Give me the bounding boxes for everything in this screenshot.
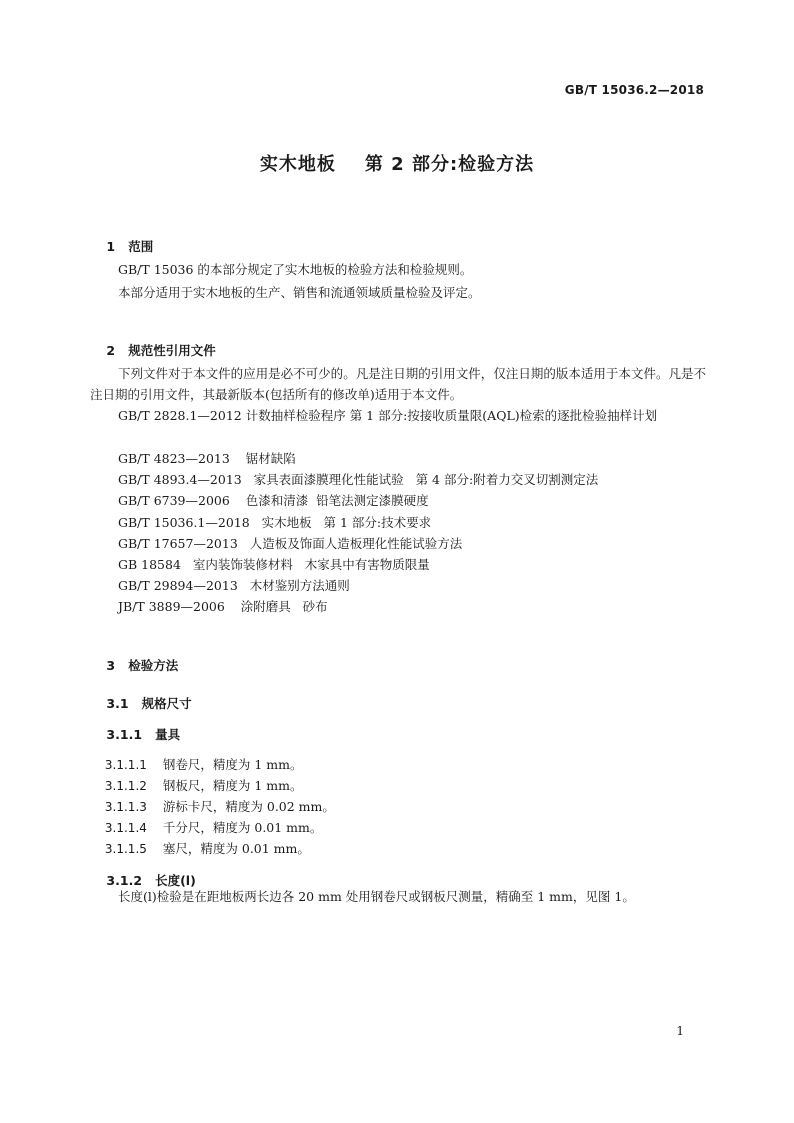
section-title: 量具 bbox=[155, 727, 181, 742]
section-title: 规格尺寸 bbox=[141, 696, 192, 711]
section-number: 3.1.2 bbox=[106, 873, 143, 888]
page-number: 1 bbox=[676, 1024, 684, 1038]
section-title: 规范性引用文件 bbox=[128, 343, 216, 358]
scope-paragraph-2: 本部分适用于实木地板的生产、销售和流通领域质量检验及评定。 bbox=[118, 285, 481, 300]
reference-item: GB/T 6739—2006 色漆和清漆 铅笔法测定漆膜硬度 bbox=[118, 493, 429, 508]
item-text: 塞尺，精度为 0.01 mm。 bbox=[162, 841, 310, 856]
item-text: 钢卷尺，精度为 1 mm。 bbox=[162, 757, 303, 772]
item-number: 3.1.1.1 bbox=[104, 758, 147, 772]
section-number: 1 bbox=[106, 239, 116, 254]
section-number: 2 bbox=[106, 343, 116, 358]
reference-item: GB/T 4823—2013 锯材缺陷 bbox=[118, 451, 296, 466]
item-text: 钢板尺，精度为 1 mm。 bbox=[162, 778, 303, 793]
item-number: 3.1.1.5 bbox=[104, 842, 147, 856]
section-number: 3.1 bbox=[106, 696, 129, 711]
length-paragraph: 长度(l)检验是在距地板两长边各 20 mm 处用钢卷尺或钢板尺测量，精确至 1 mm，见图 1。 bbox=[118, 889, 635, 904]
section-title: 长度(l) bbox=[155, 873, 196, 888]
item-number: 3.1.1.3 bbox=[104, 800, 147, 814]
reference-item: GB/T 15036.1—2018 实木地板 第 1 部分:技术要求 bbox=[118, 515, 432, 530]
section-number: 3.1.1 bbox=[106, 727, 143, 742]
item-number: 3.1.1.4 bbox=[104, 821, 147, 835]
standard-code: GB/T 15036.2—2018 bbox=[564, 83, 704, 97]
section-number: 3 bbox=[106, 658, 116, 673]
reference-item: GB/T 4893.4—2013 家具表面漆膜理化性能试验 第 4 部分:附着力交叉切割测定法 bbox=[118, 472, 599, 487]
reference-item: GB/T 2828.1—2012 计数抽样检验程序 第 1 部分:按接收质量限(AQL)检索的逐批检验抽样计划 bbox=[118, 408, 658, 423]
reference-item: JB/T 3889—2006 涂附磨具 砂布 bbox=[118, 599, 328, 614]
page-title: 实木地板 第 2 部分:检验方法 bbox=[259, 154, 535, 175]
item-number: 3.1.1.2 bbox=[104, 779, 147, 793]
reference-item: GB/T 29894—2013 木材鉴别方法通则 bbox=[118, 578, 350, 593]
scope-paragraph-1: GB/T 15036 的本部分规定了实木地板的检验方法和检验规则。 bbox=[118, 262, 473, 277]
section-title: 范围 bbox=[128, 239, 154, 254]
item-text: 千分尺，精度为 0.01 mm。 bbox=[162, 820, 323, 835]
reference-item: GB 18584 室内装饰装修材料 木家具中有害物质限量 bbox=[118, 557, 430, 572]
item-text: 游标卡尺，精度为 0.02 mm。 bbox=[162, 799, 335, 814]
section-title: 检验方法 bbox=[128, 658, 179, 673]
normative-intro: 下列文件对于本文件的应用是必不可少的。凡是注日期的引用文件，仅注日期的版本适用于本文件。凡是不注日期的引用文件，其最新版本(包括所有的修改单)适用于本文件。 bbox=[90, 366, 706, 402]
reference-item: GB/T 17657—2013 人造板及饰面人造板理化性能试验方法 bbox=[118, 536, 463, 551]
